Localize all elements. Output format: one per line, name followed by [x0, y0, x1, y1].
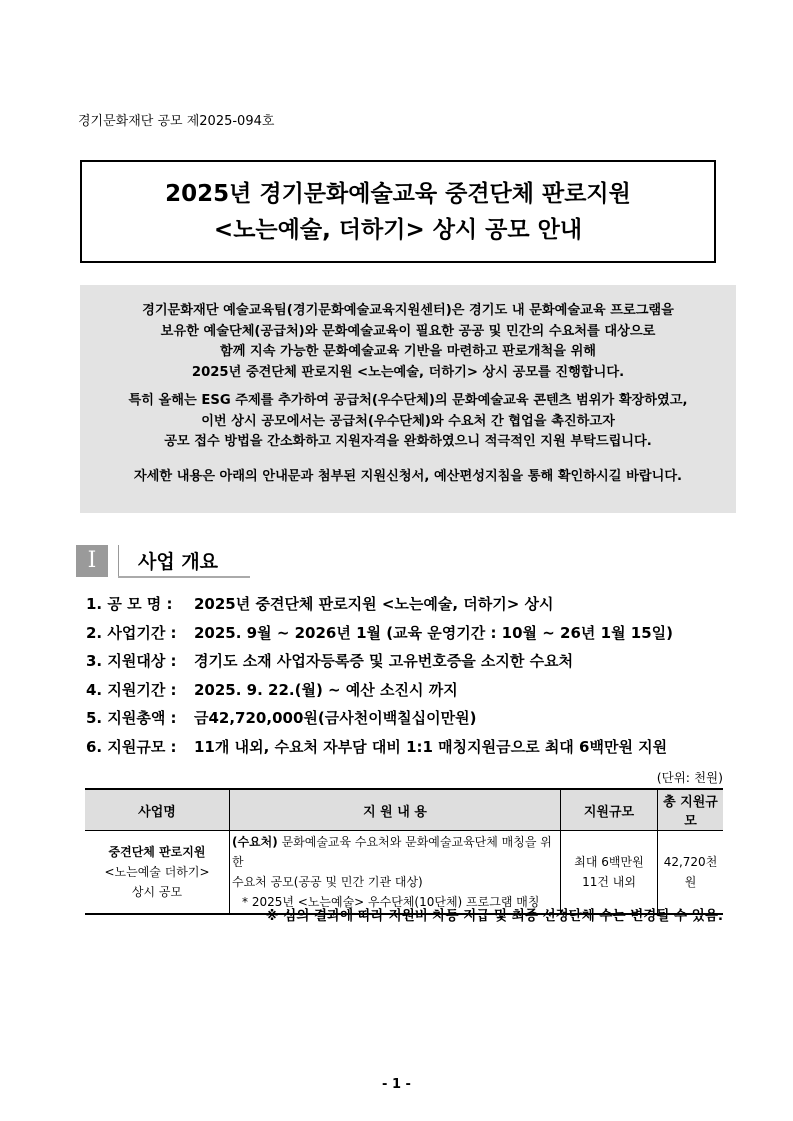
- scale-cell: [561, 831, 658, 915]
- list-item: [86, 704, 673, 733]
- section-title: 사업 개요: [138, 551, 219, 573]
- footnote: ※ 심의 결과에 따라 지원비 차등 지급 및 최종 선정단체 수는 변경될 수 있음.: [265, 908, 723, 924]
- item-value: 11개 내외, 수요처 자부담 대비 1:1 매칭지원금으로 최대 6백만원 지원: [194, 737, 668, 756]
- item-label: 3. 지원대상 :: [86, 652, 177, 670]
- unit-label: (단위: 천원): [656, 770, 723, 785]
- title-box: [80, 160, 716, 263]
- section-number: I: [76, 545, 108, 577]
- content-line: 수요처 공모(공공 및 민간 기관 대상): [232, 875, 423, 889]
- item-value: 2025년 중견단체 판로지원 <노는예술, 더하기> 상시: [194, 595, 554, 613]
- item-label: 5. 지원총액 :: [86, 709, 177, 727]
- list-item: [86, 619, 673, 648]
- column-header: 총 지원규모: [658, 789, 724, 831]
- intro-line: 공모 접수 방법을 간소화하고 지원자격을 완화하였으니 적극적인 지원 부탁드립니다.: [164, 434, 652, 449]
- item-label: 6. 지원규모 :: [86, 737, 177, 756]
- intro-line: 경기문화재단 예술교육팀(경기문화예술교육지원센터)은 경기도 내 문화예술교육 프로그램을: [142, 303, 674, 318]
- column-header: 지원규모: [561, 789, 658, 831]
- title-line-1: 2025년 경기문화예술교육 중견단체 판로지원: [165, 181, 631, 207]
- support-table: [85, 788, 723, 915]
- program-name-cell: [85, 831, 230, 915]
- list-item: [86, 733, 673, 762]
- column-header: 지 원 내 용: [230, 789, 561, 831]
- intro-line: 보유한 예술단체(공급처)와 문화예술교육이 필요한 공공 및 민간의 수요처를 대상으로: [160, 323, 656, 339]
- item-value: 2025. 9. 22.(월) ~ 예산 소진시 까지: [194, 680, 458, 699]
- intro-paragraph-1: [80, 301, 736, 383]
- item-label: 4. 지원기간 :: [86, 680, 177, 699]
- list-item: [86, 647, 673, 676]
- program-subname: <노는예술 더하기>: [104, 865, 210, 879]
- column-header: 사업명: [85, 789, 230, 831]
- scale-line: 11건 내외: [582, 875, 636, 889]
- intro-line: 2025년 중견단체 판로지원 <노는예술, 더하기> 상시 공모를 진행합니다.: [191, 364, 625, 380]
- divider: [118, 545, 119, 577]
- notice-number: 경기문화재단 공모 제2025-094호: [78, 114, 275, 129]
- program-name: 중견단체 판로지원: [108, 845, 206, 859]
- table-header-row: [85, 789, 723, 831]
- item-label: 2. 사업기간 :: [86, 623, 177, 642]
- content-line: * 2025년 <노는예술> 우수단체(10단체) 프로그램 매칭: [242, 895, 540, 909]
- item-value: 2025. 9월 ~ 2026년 1월 (교육 운영기간 : 10월 ~ 26년 1월 15일): [194, 623, 674, 642]
- item-value: 금42,720,000원(금사천이백칠십이만원): [194, 709, 477, 727]
- table-row: [85, 831, 723, 915]
- divider: [118, 576, 250, 578]
- intro-line: 이번 상시 공모에서는 공급처(우수단체)와 수요처 간 협업을 촉진하고자: [201, 413, 615, 429]
- intro-box: [80, 285, 736, 513]
- intro-paragraph-3: 자세한 내용은 아래의 안내문과 첨부된 지원신청서, 예산편성지침을 통해 확인하시길 바랍니다.: [133, 468, 683, 484]
- page-number: - 1 -: [382, 1077, 411, 1092]
- intro-line: 특히 올해는 ESG 주제를 추가하여 공급처(우수단체)의 문화예술교육 콘텐츠 범위가 확장하였고,: [128, 393, 688, 408]
- content-tag: (수요처): [232, 835, 278, 849]
- content-cell: [230, 831, 561, 915]
- item-value: 경기도 소재 사업자등록증 및 고유번호증을 소지한 수요처: [194, 652, 574, 670]
- item-label: 1. 공 모 명 :: [86, 595, 173, 613]
- title-line-2: <노는예술, 더하기> 상시 공모 안내: [213, 217, 583, 243]
- intro-line: 함께 지속 가능한 문화예술교육 기반을 마련하고 판로개척을 위해: [219, 344, 597, 359]
- program-type: 상시 공모: [131, 885, 183, 899]
- total-cell: 42,720천원: [658, 831, 724, 915]
- content-line: 문화예술교육 수요처와 문화예술교육단체 매칭을 위한: [232, 835, 552, 869]
- list-item: [86, 590, 673, 619]
- list-item: [86, 676, 673, 705]
- intro-paragraph-2: [80, 391, 736, 453]
- overview-list: [86, 590, 673, 761]
- scale-line: 최대 6백만원: [574, 855, 644, 869]
